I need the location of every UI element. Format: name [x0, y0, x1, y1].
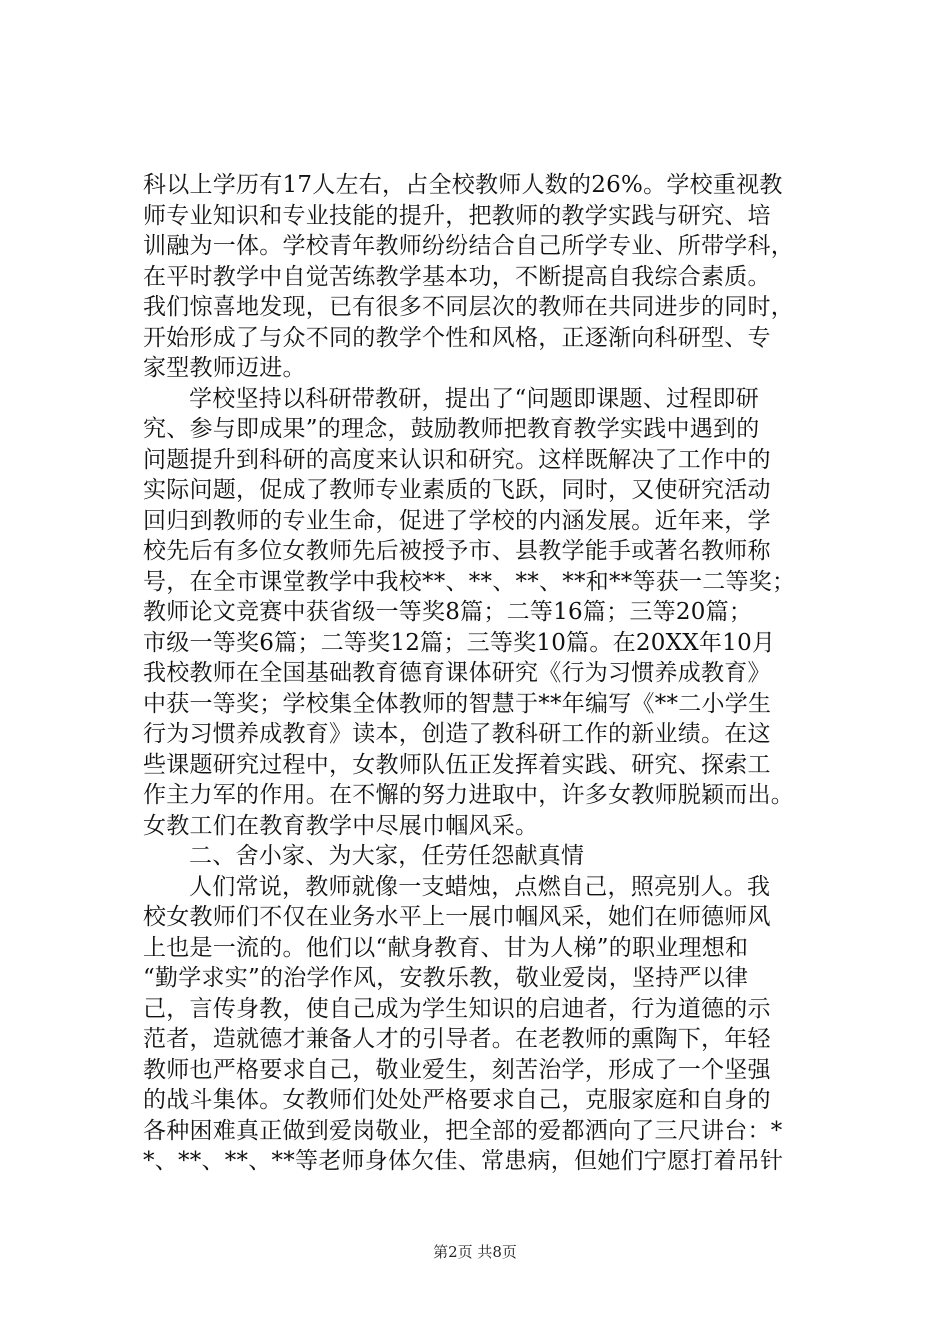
text-line: 各种困难真正做到爱岗敬业，把全部的爱都洒向了三尺讲台：* [143, 1117, 783, 1144]
text-line: 行为习惯养成教育》读本，创造了教科研工作的新业绩。在这 [143, 721, 771, 747]
paragraph-first-line: 人们常说，教师就像一支蜡烛，点燃自己，照亮别人。我 [189, 873, 771, 900]
text-line: 师专业知识和专业技能的提升，把教师的教学实践与研究、培 [143, 202, 771, 229]
text-line: 家型教师迈进。 [143, 355, 306, 381]
text-line: “勤学求实”的治学作风，安教乐教，敬业爱岗，坚持严以律 [143, 965, 749, 991]
text-line: 市级一等奖6篇；二等奖12篇；三等奖10篇。在20XX年10月 [143, 629, 776, 656]
text-line: 开始形成了与众不同的教学个性和风格，正逐渐向科研型、专 [143, 324, 771, 351]
text-line: 号，在全市课堂教学中我校**、**、**、**和**等获一二等奖； [143, 568, 796, 595]
text-line: 训融为一体。学校青年教师纷纷结合自己所学专业、所带学科， [143, 233, 794, 259]
text-line: 己，言传身教，使自己成为学生知识的启迪者，行为道德的示 [143, 995, 771, 1022]
text-line: 作主力军的作用。在不懈的努力进取中，许多女教师脱颖而出。 [143, 782, 794, 808]
document-body [143, 170, 823, 1177]
text-line: *、**、**、**等老师身体欠佳、常患病，但她们宁愿打着吊针 [143, 1148, 784, 1174]
text-line: 科以上学历有17人左右，占全校教师人数的26%。学校重视教 [143, 172, 783, 198]
text-line: 教师也严格要求自己，敬业爱生，刻苦治学，形成了一个坚强 [143, 1056, 771, 1083]
text-line: 些课题研究过程中，女教师队伍正发挥着实践、研究、探索工 [143, 751, 771, 778]
text-line: 上也是一流的。他们以“献身教育、甘为人梯”的职业理想和 [143, 934, 749, 961]
page-number: 第2页 共8页 [433, 1243, 517, 1261]
text-line: 究、参与即成果”的理念，鼓励教师把教育教学实践中遇到的 [143, 416, 760, 442]
text-line: 教师论文竞赛中获省级一等奖8篇；二等16篇；三等20篇； [143, 599, 753, 625]
text-line: 在平时教学中自觉苦练教学基本功，不断提高自我综合素质。 [143, 263, 771, 290]
text-line: 范者，造就德才兼备人才的引导者。在老教师的熏陶下，年轻 [143, 1026, 771, 1052]
text-line: 回归到教师的专业生命，促进了学校的内涵发展。近年来，学 [143, 507, 771, 534]
paragraph-first-line: 学校坚持以科研带教研，提出了“问题即课题、过程即研 [189, 385, 760, 412]
text-line: 问题提升到科研的高度来认识和研究。这样既解决了工作中的 [143, 446, 771, 473]
text-line: 校先后有多位女教师先后被授予市、县教学能手或著名教师称 [143, 538, 771, 564]
text-line: 的战斗集体。女教师们处处严格要求自己，克服家庭和自身的 [143, 1087, 771, 1113]
page-footer [0, 1241, 950, 1262]
text-line: 中获一等奖；学校集全体教师的智慧于**年编写《**二小学生 [143, 690, 772, 717]
text-line: 我校教师在全国基础教育德育课体研究《行为习惯养成教育》 [143, 660, 771, 686]
section-heading: 二、舍小家、为大家，任劳任怨献真情 [189, 843, 585, 869]
text-line: 校女教师们不仅在业务水平上一展巾帼风采，她们在师德师风 [143, 904, 771, 930]
text-line: 我们惊喜地发现，已有很多不同层次的教师在共同进步的同时， [143, 294, 794, 320]
text-line: 实际问题，促成了教师专业素质的飞跃，同时，又使研究活动 [143, 477, 771, 503]
text-line: 女教工们在教育教学中尽展巾帼风采。 [143, 812, 539, 839]
